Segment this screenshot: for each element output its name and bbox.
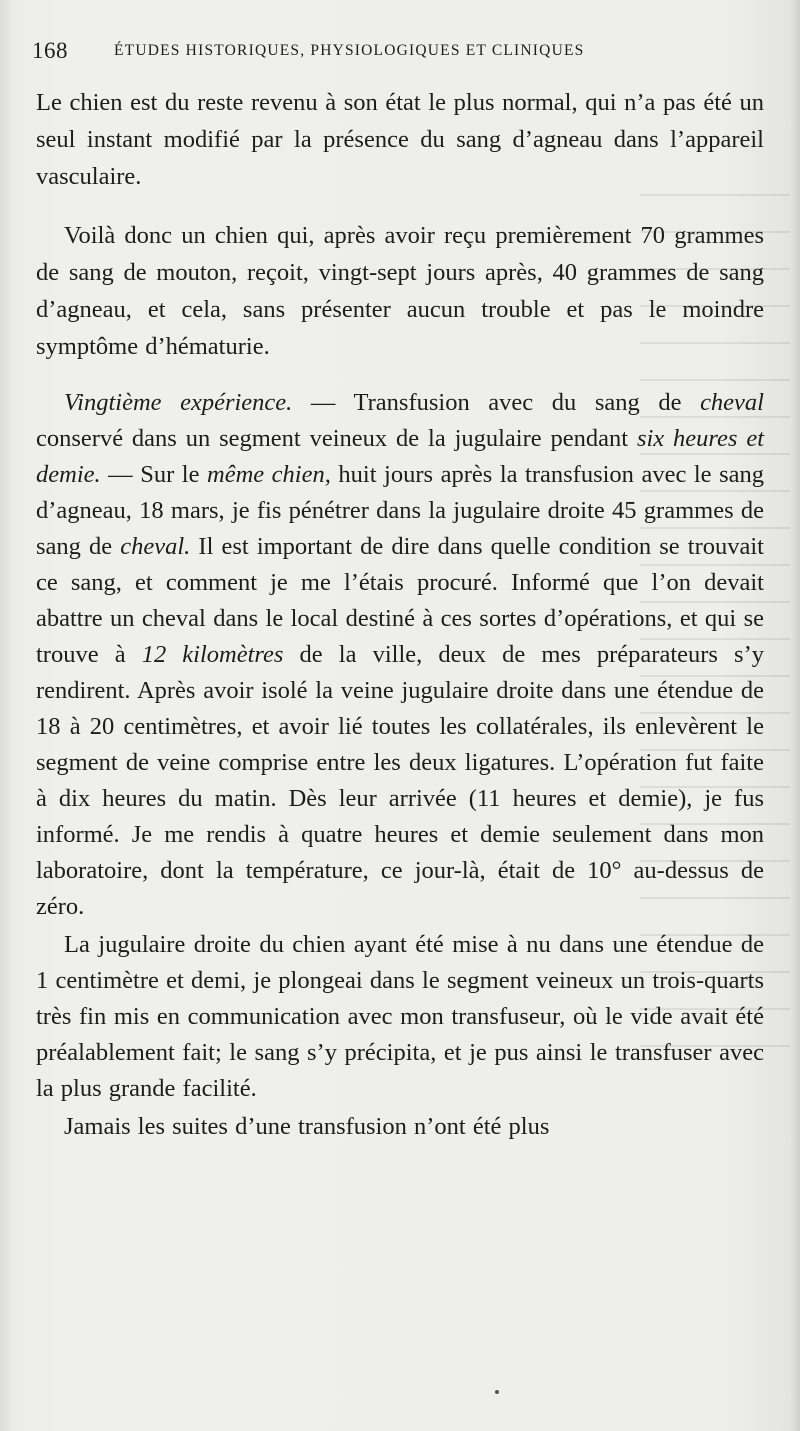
italic-run: même chien, <box>207 461 331 488</box>
paragraph-dog-recovered: Le chien est du reste revenu à son état le plus normal, qui n’a pas été un seul instant modifié par la présence du sang d’agneau dans l’appareil vasculaire. <box>36 89 764 190</box>
paragraph-continuation: Jamais les suites d’une transfusion n’ont été plus <box>64 1113 550 1140</box>
italic-run: six heures et demie. <box>36 425 764 488</box>
text-run: huit jours après la transfusion avec le sang d’agneau, 18 mars, je fis pénétrer dans la jugulaire droite 45 grammes de sang de <box>36 461 764 560</box>
text-run: de la ville, deux de mes préparateurs s’y rendirent. Après avoir isolé la veine jugulaire droite dans une étendue de 18 à 20 centimètres, et avoir lié toutes les collatérales, ils enlevèrent le segment de veine comprise entre les deux ligatures. L’opération fut faite à dix heures du matin. Dès leur arrivée (11 heures et demie), je fus informé. Je me rendis à quatre heures et demie seulement dans mon laboratoire, dont la température, ce jour-là, était de 10° au-dessus de zéro. <box>36 641 765 920</box>
text-run: conservé dans un segment veineux de la jugulaire pendant <box>36 425 637 452</box>
paragraph-jugular-procedure: La jugulaire droite du chien ayant été mise à nu dans une étendue de 1 centimètre et demi, je plongeai dans le segment veineux un trois-quarts très fin mis en communication avec mon transfuseur, où le vide avait été préalablement fait; le sang s’y précipita, et je pus ainsi le transfuser avec la plus grande facilité. <box>36 931 764 1102</box>
page-number: 168 <box>32 38 68 63</box>
experiment-heading: Vingtième expérience. <box>64 389 293 416</box>
text-run: — Transfusion avec du sang de <box>292 389 701 416</box>
print-speck <box>495 1390 499 1394</box>
italic-run: cheval. <box>120 533 191 560</box>
page-header <box>32 38 732 68</box>
body-text <box>36 84 764 1145</box>
running-title: ÉTUDES HISTORIQUES, PHYSIOLOGIQUES ET CLINIQUES <box>114 42 585 59</box>
text-run: Il est important de dire dans quelle condition se trouvait ce sang, et comment je me l’étais procuré. Informé que l’on devait abattre un cheval dans le local destiné à ces sortes d’opérations, et qui se trouve à <box>36 533 764 668</box>
text-run: — Sur le <box>100 461 207 488</box>
paragraph-twentieth-experiment <box>36 385 764 925</box>
paragraph-summary: Voilà donc un chien qui, après avoir reçu premièrement 70 grammes de sang de mouton, reçoit, vingt-sept jours après, 40 grammes de sang d’agneau, et cela, sans présenter aucun trouble et pas le moindre symptôme d’hématurie. <box>36 222 764 360</box>
italic-run: 12 kilomètres <box>141 641 284 668</box>
italic-run: cheval <box>700 389 764 416</box>
